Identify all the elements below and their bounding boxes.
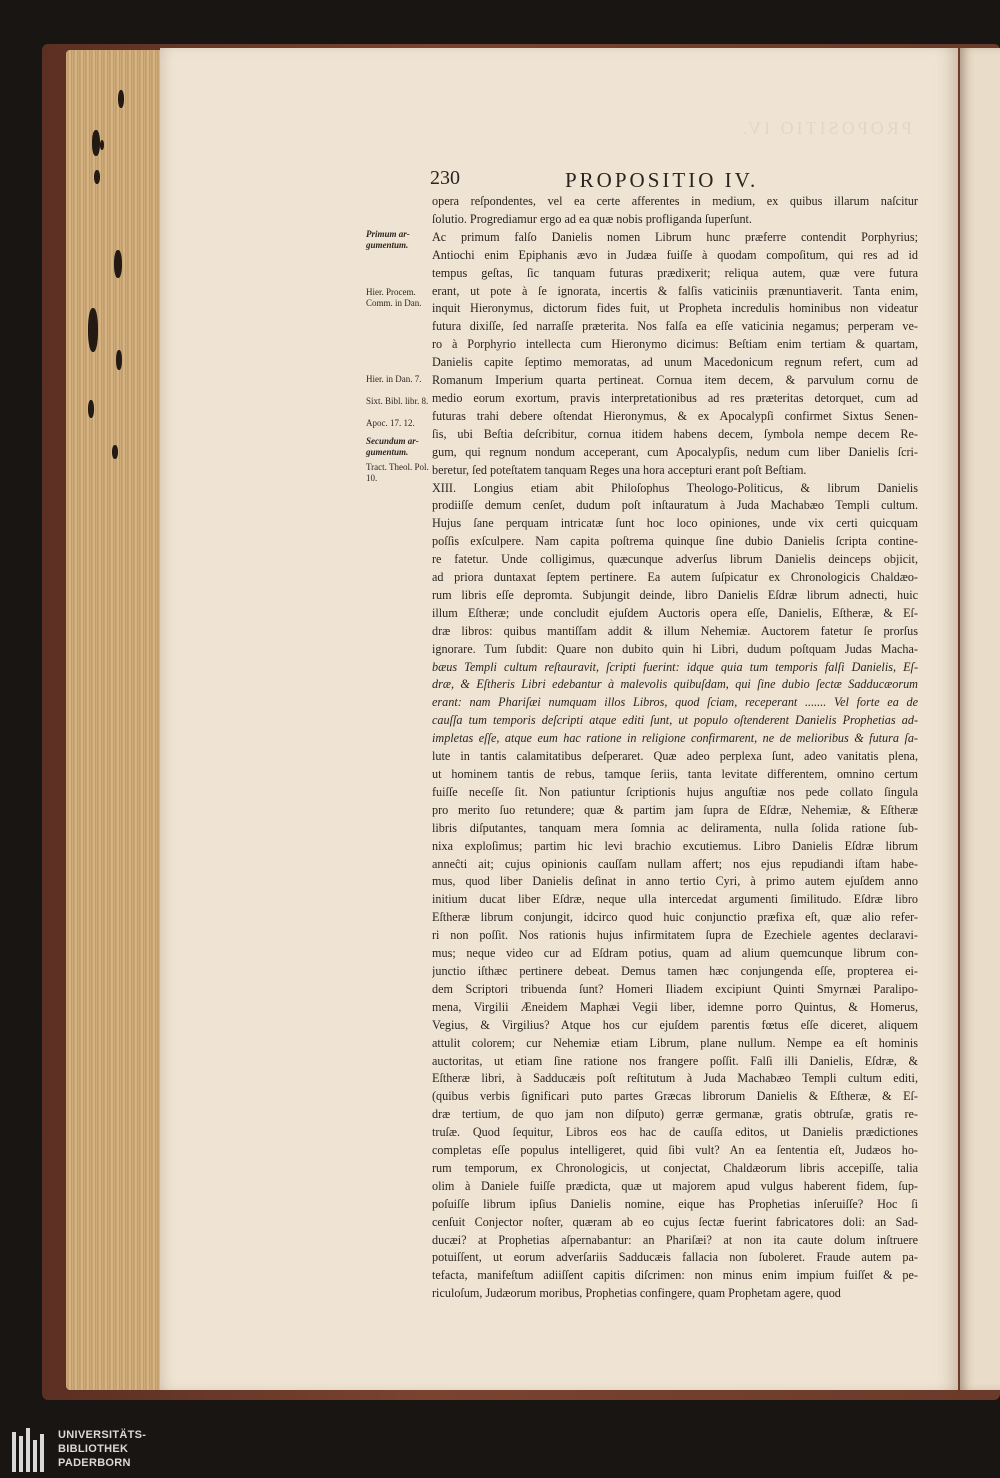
margin-note: Hier. Procem. Comm. in Dan. — [366, 287, 422, 308]
text-line: erant, ut pote à ſe ignorata, incertis & falſis vaticiniis prænuntiaverit. Tanta enim, — [432, 283, 918, 298]
text-line: ut hominem tantis de rebus, tamque ſeriis, tanta levitate differentem, omnino certum — [432, 767, 918, 781]
text-line: mus, quod liber Danielis deſinat in anno tertio Cyri, à primo autem ejuſdem anno — [432, 874, 918, 889]
facing-page-edge — [960, 48, 1000, 1390]
text-line: futuras trahi debere oſtendat Hieronymus, & ex Apocalypſi confirmet Sixtus Senen- — [432, 408, 918, 423]
margin-note: Apoc. 17. 12. — [366, 418, 415, 428]
text-line: dræ libros: quibus mantiſſam addit & illum Nehemiæ. Auctorem fatetur ſe prorſus — [432, 623, 918, 638]
text-line: riculoſum, Judæorum moribus, Prophetias confingere, quam Prophetam agere, quod — [432, 1286, 841, 1301]
text-line: fuiſſe neceſſe ſit. Non patiuntur ſcriptionis hujus anguſtiæ nos pede collato ſingula — [432, 784, 918, 799]
text-line: olim à Daniele fuiſſe prædicta, quæ ut majorem apud vulgus haberent fidem, ſup- — [432, 1178, 918, 1193]
text-line: Danielis capite ſeptimo memoratas, ad unum Macedonicum regnum refert, cum ad — [432, 355, 918, 370]
text-line: Ac primum falſo Danielis nomen Librum hunc præferre contendit Porphyrius; — [432, 229, 918, 244]
text-line: anneĉti ait; cujus opinionis cauſſam nullam affert; nos ejus repudiandi iſtam habe- — [432, 856, 918, 871]
text-line: prodiiſſe demum cenſet, dudum poſt inſtauratum à Juda Machabæo Templi cultum. — [432, 498, 918, 513]
margin-note: Sixt. Bibl. libr. 8. — [366, 396, 429, 406]
text-line: tempus geſtas, ſic tanquam futuras prædixerit; reliqua autem, quæ vere futura — [432, 265, 918, 280]
text-line: rum libris eſſe depromta. Subjungit deinde, libro Danielis Eſdræ librum adnecti, huic — [432, 587, 918, 602]
text-line: poſuiſſe librum ipſius Danielis nomine, eique has Prophetias inſeruiſſe? Hoc ſi — [432, 1196, 918, 1211]
text-line: lute in tantis calamitatibus deſperaret. Quæ adeo perplexa ſunt, adeo vanitatis plena, — [432, 749, 918, 764]
text-line: illum Eſtheræ; unde concludit ejuſdem Auctoris opera eſſe, Danielis, Eſtheræ, & Eſ- — [432, 605, 918, 620]
text-line: truſæ. Quod ſequitur, Libros eos hac de cauſſa editos, ut Danielis prædictiones — [432, 1125, 918, 1140]
page-number: 230 — [430, 167, 460, 189]
margin-note: Secundum ar- gumentum. — [366, 436, 419, 457]
margin-note: Primum ar- gumentum. — [366, 229, 410, 250]
text-line: potuiſſent, ut eorum adverſariis Sadducæis fallacia non ſuboleret. Fraude autem pa- — [432, 1250, 918, 1265]
text-line: inquit Hieronymus, dictorum fides fuit, ut Propheta incredulis hominibus non videatur — [432, 301, 918, 316]
text-line: Eſtheræ libri, à Sadducæis poſt reſtitutum à Juda Machabæo Templi cultum editi, — [432, 1071, 918, 1086]
text-line: auctoritas, ut etiam ſine ratione nos frangere poſſit. Falſi illi Danielis, Eſdræ, & — [432, 1053, 918, 1068]
text-line: opera reſpondentes, vel ea certe afferentes in medium, ex quibus illarum naſcitur — [432, 194, 918, 208]
text-line: Romanum Imperium quarta pertineat. Cornua item decem, & parvulum cornu de — [432, 373, 918, 388]
text-line: ri non poſſit. Nos rationis hujus infirmitatem ſupra de Ezechiele agentes declaravi- — [432, 928, 918, 943]
text-line: Hujus ſane perquam intricatæ ſunt hoc loco opiniones, unde vix certi quicquam — [432, 516, 918, 531]
text-line: mus; neque video cur ad Eſdram potius, quam ad alium quemcunque librum con- — [432, 946, 918, 961]
text-line: libris diſputantes, tanquam mera ſomnia ac deliramenta, nulla ſolida ratione ſub- — [432, 820, 918, 835]
text-line: Eſtheræ librum conjungit, idcirco quod huic conjunctio præfixa eſt, quæ alio refer- — [432, 910, 918, 925]
text-line: dræ tertium, de quo jam non diſputo) gerræ germanæ, gratis obtruſæ, gratis re- — [432, 1107, 918, 1122]
text-line: dem Scriptori tribuenda ſunt? Homeri Iliadem excipiunt Quinti Smyrnæi Paralipo- — [432, 981, 918, 996]
body-text — [432, 193, 918, 1303]
text-line: poſſis exſculpere. Nam capita poſtrema quinque ſine dubio Danielis ſcripta contine- — [432, 534, 918, 549]
bleed-through-text: PROPOSITIO IV. — [740, 118, 912, 138]
text-line: beretur, ſed poteſtatem tanquam Reges una hora accepturi erant poſt Beſtiam. — [432, 462, 807, 477]
text-line: gum, qui regnum nondum acceperant, cum Apocalypſis, nedum cum liber Danielis ſcri- — [432, 444, 918, 459]
page-edges — [66, 50, 162, 1390]
text-line: cauſſa tum temporis deſcripti atque editi ſunt, ut populo oſtenderent Danielis Prophetias ad- — [432, 713, 918, 728]
text-line: cenſuit Conjector noſter, quæram ab eo cujus ſectæ fuerint fabricatores doli: an Sad- — [432, 1214, 918, 1229]
text-line: completas eſſe populus intelligeret, quid ſibi vult? An ea ſententia eſt, Judæos ho- — [432, 1143, 918, 1158]
text-line: mena, Virgilii Æneidem Maphæi Vegii liber, idemne porro Quintus, & Homerus, — [432, 999, 918, 1014]
text-line: medio eorum exortum, pravis interpretationibus ad res præteritas detorquet, cum ad — [432, 390, 918, 405]
text-line: tefacta, manifeſtum adiiſſent capitis diſcrimen: non minus enim impium fuiſſet & pe- — [432, 1268, 918, 1283]
text-line: futura dixiſſe, ſed narraſſe præterita. Nos falſa ea eſſe vaticinia negamus; perperam ve- — [432, 319, 918, 334]
text-line: impletas eſſe, atque eum hac ratione in religione confirmarent, ne de melioribus & futura ſa- — [432, 731, 918, 746]
text-line: junctio iſthæc pertinere debeat. Demus tamen hæc conjungenda eſſe, propterea ei- — [432, 963, 918, 978]
text-line: ro à Porphyrio intellecta cum Hieronymo dicimus: Beſtiam enim tertiam & quartam, — [432, 337, 918, 352]
library-logo-icon — [10, 1426, 50, 1474]
logo-line-3: PADERBORN — [58, 1457, 131, 1469]
text-line: ignorare. Tum ſubdit: Quare non dubito quin hi Libri, dudum poſtquam Judas Macha- — [432, 641, 918, 656]
text-line: pro merito ſuo retundere; quæ & partim jam ſupra de Eſdræ, Nehemiæ, & Eſtheræ — [432, 802, 918, 817]
text-line: ad priora duntaxat ſeptem pertinere. Ea autem ſuſpicatur ex Chronologicis Chaldæo- — [432, 570, 918, 585]
text-line: ducæi? at Prophetias aſpernabantur: an Phariſæi? at non ita caute dolum inſtruere — [432, 1232, 918, 1247]
text-line: ſolutio. Progrediamur ergo ad ea quæ nobis profliganda ſuperſunt. — [432, 211, 752, 226]
text-line: erant: nam Phariſæi numquam illos Libros, quod ſciam, receperant ....... Vel forte ea de — [432, 695, 918, 710]
margin-note: Hier. in Dan. 7. — [366, 374, 422, 384]
logo-line-1: UNIVERSITÄTS- — [58, 1429, 147, 1441]
text-line: XIII. Longius etiam abit Philoſophus Theologo-Politicus, & librum Danielis — [432, 480, 918, 495]
running-head: PROPOSITIO IV. — [565, 168, 759, 192]
text-line: ſis, ubi Beſtia deſcribitur, cornua itidem habens decem, ſymbola nempe decem Re- — [432, 426, 918, 441]
text-line: dræ, & Eſtheris Libri edebantur à malevolis quibuſdam, qui ſine dubio ſectæ Sadducæorum — [432, 677, 918, 692]
logo-line-2: BIBLIOTHEK — [58, 1443, 129, 1455]
margin-note: Tract. Theol. Pol. 10. — [366, 462, 429, 483]
text-line: re fatetur. Unde colligimus, quæcunque adverſus librum Danielis deinceps objicit, — [432, 552, 918, 567]
text-line: Antiochi enim Epiphanis ævo in Judæa fuiſſe à quodam compoſitum, qui res ad id — [432, 247, 918, 262]
text-line: bæus Templi cultum reſtauravit, ſcripti fuerint: idque quia tum temporis falſi Danielis, Eſ- — [432, 659, 918, 674]
text-line: rum temporum, ex Chronologicis, ut conjectat, Chaldæorum libris accepiſſe, talia — [432, 1160, 918, 1175]
text-line: nixa exploſimus; partim hic levi brachio excutiemus. Libro Danielis Eſdræ librum — [432, 838, 918, 853]
text-line: Vegius, & Virgilius? Atque hos cur ejuſdem parentis fœtus eſſe diceret, aliquem — [432, 1017, 918, 1032]
library-logo — [6, 1426, 146, 1476]
text-line: initium ducat liber Eſdræ, neque ulla intercedat argumenti ſimilitudo. Eſdræ libro — [432, 892, 918, 907]
text-line: attulit colorem; cur Nehemiæ etiam Librum, plane nullum. Nempe ea eſt hominis — [432, 1035, 918, 1050]
text-line: (quibus verbis ſignificari puto partes Græcas librorum Danielis & Eſtheræ, & Eſ- — [432, 1089, 918, 1104]
